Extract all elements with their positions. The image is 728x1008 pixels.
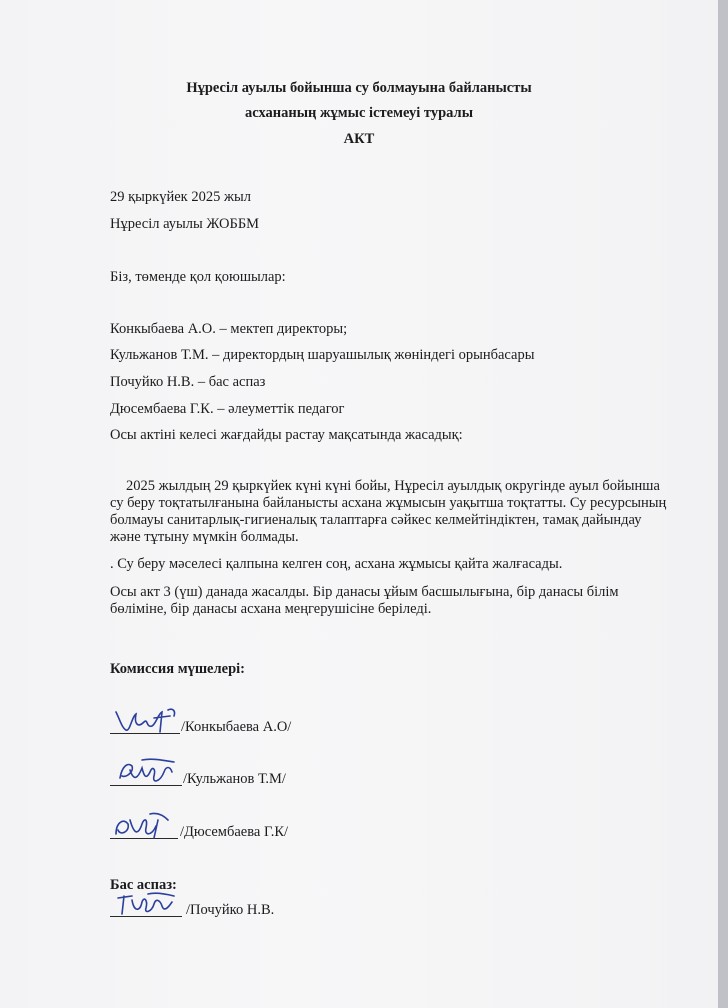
signature-kulzhanov: [112, 752, 192, 790]
body-paragraph-3: Осы акт 3 (үш) данада жасалды. Бір данасы ұйым басшылығына, бір данасы білім бөліміне, бір данасы асхана меңгерушісіне беріледі.: [110, 584, 619, 617]
doc-title-line2: асхананың жұмыс істемеуі туралы: [244, 105, 474, 121]
signature-konkybaeva: [110, 702, 190, 738]
signatory-2: Кульжанов Т.М. – директордың шаруашылық жөніндегі орынбасары: [110, 347, 535, 363]
signatory-4: Дюсембаева Г.К. – әлеуметтік педагог: [110, 401, 345, 417]
body-paragraph-2: . Су беру мәселесі қалпына келген соң, асхана жұмысы қайта жалғасады.: [110, 556, 563, 572]
doc-date: 29 қыркүйек 2025 жыл: [110, 189, 251, 205]
doc-purpose: Осы актіні келесі жағдайды растау мақсатында жасадық:: [110, 427, 463, 443]
member-name-1: /Конкыбаева А.О/: [181, 719, 292, 735]
page-edge-shadow: [718, 0, 728, 1008]
signatory-1: Конкыбаева А.О. – мектеп директоры;: [110, 321, 348, 337]
signature-pochuyko: [112, 890, 182, 920]
chef-heading: Бас аспаз:: [110, 877, 177, 893]
doc-title-line1: Нұресіл ауылы бойынша су болмауына байланысты: [186, 80, 532, 96]
member-name-3: /Дюсембаева Г.К/: [180, 824, 289, 840]
doc-school: Нұресіл ауылы ЖОББМ: [110, 216, 260, 232]
signature-dyusembaeva: [110, 806, 180, 844]
body-paragraph-1: 2025 жылдың 29 қыркүйек күні күні бойы, Нұресіл ауылдық округінде ауыл бойынша су беру тоқтатылғанына байланысты асхана жұмысын уақытша тоқтатты. Су ресурсының болмауы санитарлық-гигиеналық талаптарға сәйкес келмейтіндіктен, тамақ дайындау және тұтыну мүмкін болмады.: [110, 478, 667, 545]
doc-intro: Біз, төменде қол қоюшылар:: [110, 269, 286, 285]
commission-heading: Комиссия мүшелері:: [110, 661, 245, 677]
chef-name: /Почуйко Н.В.: [186, 902, 275, 918]
signatory-3: Почуйко Н.В. – бас аспаз: [110, 374, 266, 390]
member-name-2: /Кульжанов Т.М/: [183, 771, 286, 787]
doc-title-act: АКТ: [343, 131, 375, 147]
